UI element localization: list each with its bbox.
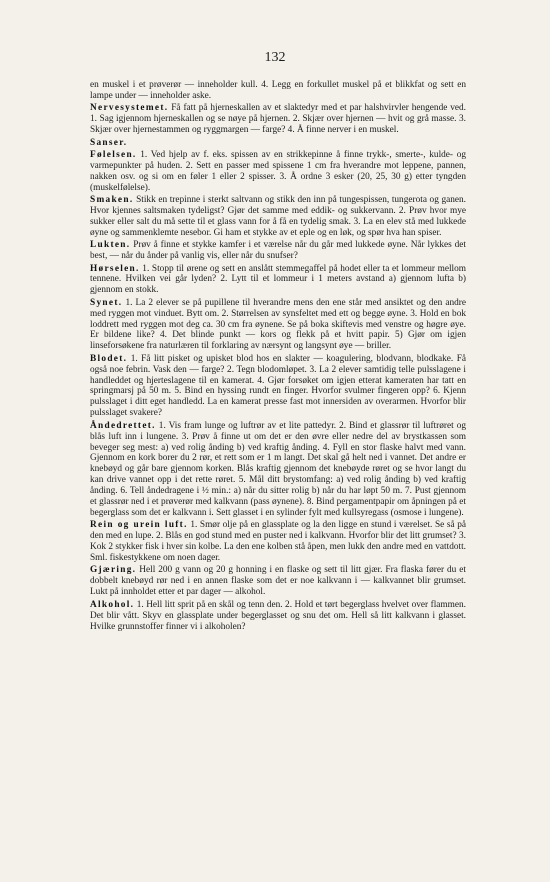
paragraph <box>90 264 466 297</box>
page-number: 132 <box>264 50 286 65</box>
section-heading: Alkohol. <box>90 599 135 610</box>
paragraph <box>90 195 466 239</box>
paragraph <box>90 103 466 136</box>
paragraph <box>90 565 466 598</box>
paragraph-text: Prøv å finne et stykke kamfer i et værelse når du går med lukkede øyne. Når lykkes det best, — når du ånder på vanlig vis, eller når du snufser? <box>90 240 466 262</box>
section-heading: Smaken. <box>90 195 134 206</box>
section-heading: Følelsen. <box>90 149 137 160</box>
paragraph <box>90 80 466 102</box>
section-heading: Gjæring. <box>90 565 137 576</box>
section-heading: Hørselen. <box>90 263 140 274</box>
paragraph-text: Få fatt på hjerneskallen av et slaktedyr med et par halshvirvler hengende ved. 1. Sag igjennom hjerneskallen og se nøye på hjernen. 2. Skjær over hjernen — hvit og grå masse. 3. Skjær over hjernestammen og ryggmargen — farge? 4. Å finne nerver i en muskel. <box>90 103 466 136</box>
paragraph-text: 1. Stopp til ørene og sett en anslått stemmegaffel på hodet eller ta et lommeur mellom tennene. Hvilken vei går lyden? 2. Lytt til et lommeur i 1 meters avstand a) gjennom lufta b) gjennom en stokk. <box>90 263 466 296</box>
paragraph <box>90 150 466 194</box>
section-heading: Sanser. <box>90 137 128 148</box>
section-heading: Åndedrettet. <box>90 420 156 431</box>
section-heading: Synet. <box>90 297 123 308</box>
section-heading: Rein og urein luft. <box>90 520 188 531</box>
section-heading: Lukten. <box>90 240 131 251</box>
page-body <box>90 80 466 634</box>
paragraph <box>90 600 466 633</box>
paragraph-text: 1. Få litt pisket og upisket blod hos en slakter — koagulering, blodvann, blodkake. Få også noe febrin. Vask den — farge? 2. Tegn blodomløpet. 3. La 2 elever samtidig telle pulsslagene i handleddet og hjerteslagene til en kamerat. 4. Gjør forsøket om igjen etterat kameraten har tatt en springmarsj på 50 m. 5. Bind en hyssing rundt en finger. Hvorfor svulmer fingeren opp? 6. Kjenn pulsslaget i ditt eget handledd. La en kamerat presse fast mot innersiden av overarmen. Hvorfor blir pulsslaget svakere? <box>90 353 466 419</box>
paragraph <box>90 138 466 149</box>
paragraph-text: 1. La 2 elever se på pupillene til hverandre mens den ene står med ansiktet og den andre med ryggen mot vinduet. Bytt om. 2. Størrelsen av synsfeltet med ett og begge øyne. 3. Hold en bok loddrett med ryggen mot deg ca. 30 cm fra øynene. Se på boka skiftevis med venstre og høgre øye. Er bildene like? 4. Det blinde punkt — kors og flekk på et hvitt papir. 5) Gjør om igjen linseforsøkene fra naturlæren til forklaring av nærsynt og langsynt øye — briller. <box>90 297 466 352</box>
paragraph <box>90 354 466 419</box>
paragraph <box>90 421 466 519</box>
paragraph-text: en muskel i et prøverør — inneholder kull. 4. Legg en forkullet muskel på et blikkfat og sett en lampe under — inneholder aske. <box>90 80 466 101</box>
paragraph-text: 1. Ved hjelp av f. eks. spissen av en strikkepinne å finne trykk-, smerte-, kulde- og varmepunkter på huden. 2. Sett en passer med spissene 1 cm fra hverandre mot leppene, pannen, nakken osv. og si om en føler 1 eller 2 spisser. 3. Å ordne 3 esker (20, 25, 30 g) etter tyngden (muskelfølelse). <box>90 149 466 193</box>
section-heading: Nervesystemet. <box>90 103 169 114</box>
paragraph-text: 1. Hell litt sprit på en skål og tenn den. 2. Hold et tørt begerglass hvelvet over flammen. Det blir vått. Skyv en glassplate under begerglasset og snu det om. Hell så litt kalkvann i glasset. Hvilke grunnstoffer finner vi i alkoholen? <box>90 599 466 632</box>
paragraph <box>90 240 466 262</box>
paragraph <box>90 298 466 353</box>
paragraph <box>90 520 466 564</box>
section-heading: Blodet. <box>90 353 128 364</box>
paragraph-text: Hell 200 g vann og 20 g honning i en flaske og sett til litt gjær. Fra flaska fører du et dobbelt knebøyd rør ned i en annen flaske som det er noe kalkvann i — kalkvannet blir grumset. Lukt på innholdet etter et par dager — alkohol. <box>90 565 466 598</box>
paragraph-text: 1. Vis fram lunge og luftrør av et lite pattedyr. 2. Bind et glassrør til luftrøret og blås luft inn i lungene. 3. Prøv å finne ut om det er den øvre eller nedre del av brystkassen som beveger seg mest: a) ved rolig ånding b) ved kraftig ånding. 4. Fyll en stor flaske halvt med vann. Gjennom en kork borer du 2 rør, et rett som er 1 m langt. Det skal gå helt ned i vannet. Det andre er knebøyd og går bare gjennom korken. Blås kraftig gjennom det knebøyde røret og se hvor langt du kan drive vannet opp i det rette røret. 5. Mål ditt brystomfang: a) ved rolig ånding b) ved kraftig ånding. 6. Tell åndedragene i ½ min.: a) når du sitter rolig b) når du har løpt 50 m. 7. Pust gjennom et glassrør ned i et prøverør med kalkvann (pass øynene). 8. Bind pergamentpapir om åpningen på et begerglass som det er kalkvann i. Sett glasset i en sylinder fylt med kullsyregass (osmose i lungene). <box>90 420 466 518</box>
paragraph-text: Stikk en trepinne i sterkt saltvann og stikk den inn på tungespissen, tungerota og ganen. Hvor kjennes saltsmaken tydeligst? Gjør det samme med eddik- og sukkervann. 2. Prøv hvor mye sukker eller salt du må sette til et glass vann for å få en tydelig smak. 3. La en elev stå med lukkede øyne og sammenklemte nesebor. Gi ham et stykke av et eple og en løk, og spør hva han spiser. <box>90 195 466 238</box>
paragraph-text: 1. Smør olje på en glassplate og la den ligge en stund i værelset. Se så på den med en lupe. 2. Blås en god stund med en puster ned i kalkvann. Hvorfor blir det litt grumset? 3. Kok 2 stykker fisk i hver sin kolbe. La den ene kolben stå åpen, men lukk den andre med en vattdott. Sml. fiskestykkene om noen dager. <box>90 520 466 564</box>
